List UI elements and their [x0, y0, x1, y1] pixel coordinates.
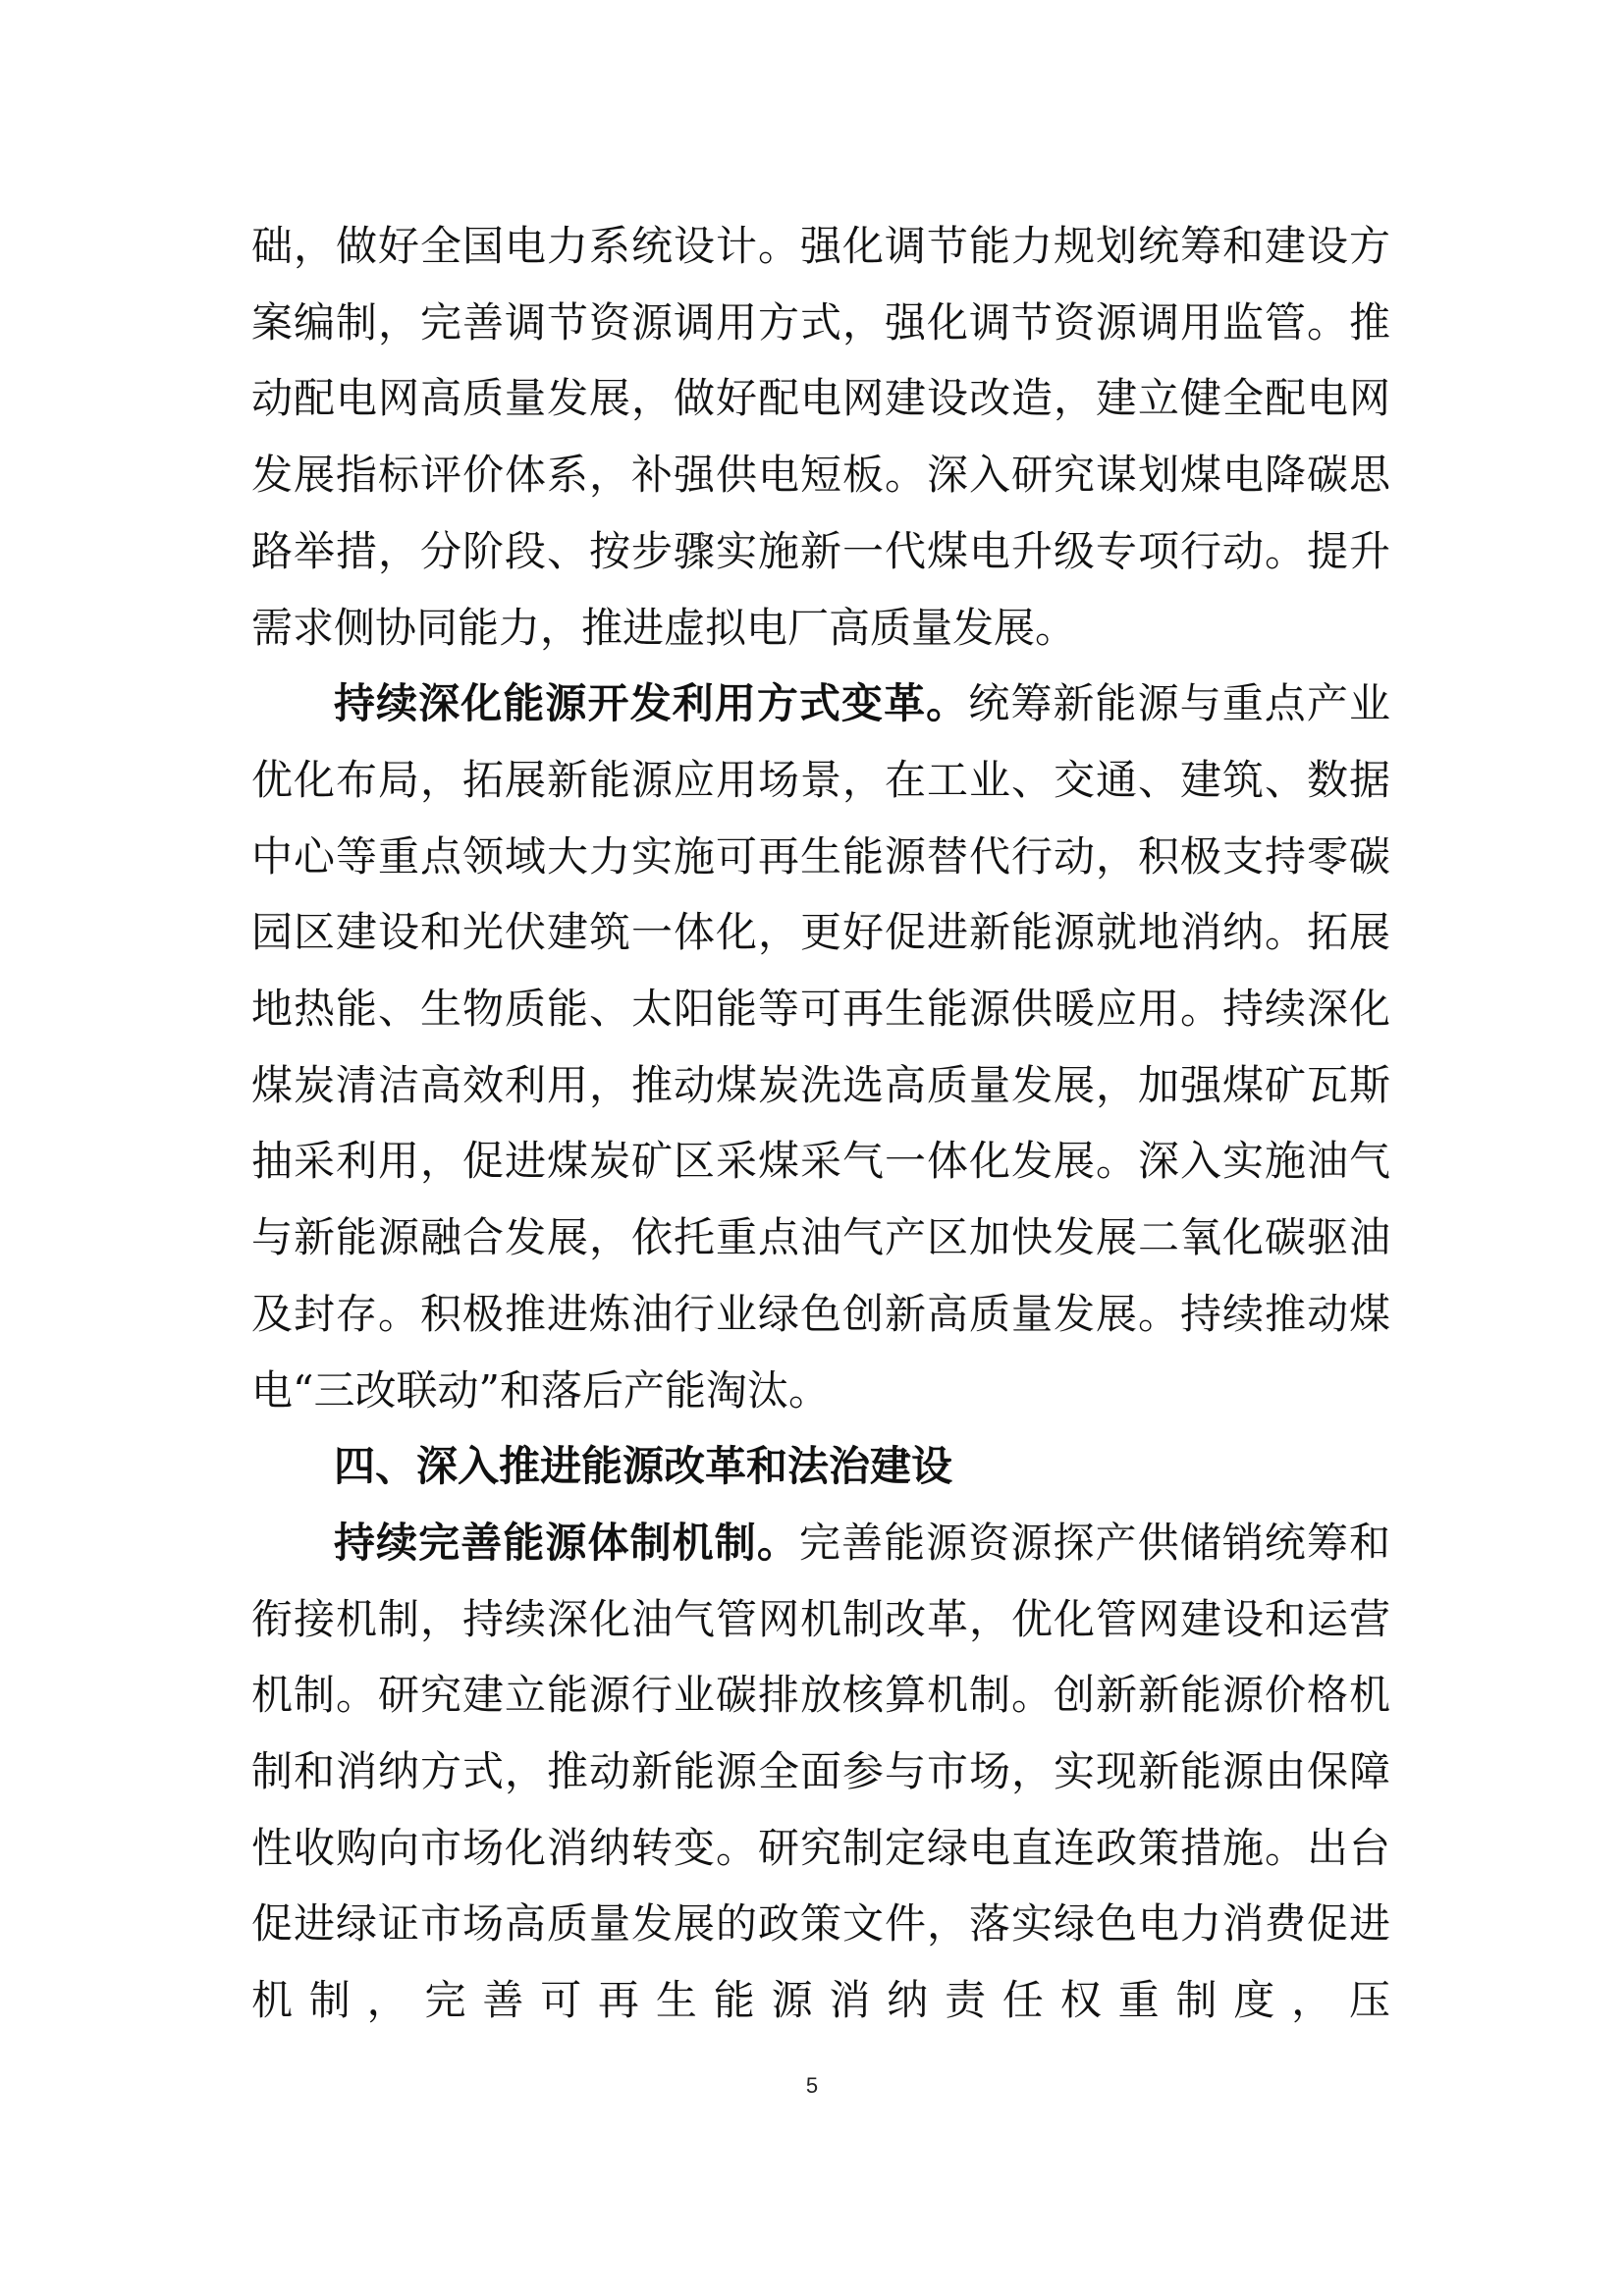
paragraph-energy-development [251, 666, 1390, 1428]
page-number: 5 [805, 2073, 819, 2098]
body-text [251, 208, 1390, 2039]
paragraph-lead-bold: 持续完善能源体制机制。 [334, 1518, 799, 1567]
section-heading: 四、深入推进能源改革和法治建设 [334, 1442, 953, 1491]
paragraph-text: 统筹新能源与重点产业优化布局，拓展新能源应用场景，在工业、交通、建筑、数据中心等重点领域大力实施可再生能源替代行动，积极支持零碳园区建设和光伏建筑一体化，更好促进新能源就地消纳。拓展地热能、生物质能、太阳能等可再生能源供暖应用。持续深化煤炭清洁高效利用，推动煤炭洗选高质量发展，加强煤矿瓦斯抽采利用，促进煤炭矿区采煤采气一体化发展。深入实施油气与新能源融合发展，依托重点油气产区加快发展二氧化碳驱油及封存。积极推进炼油行业绿色创新高质量发展。持续推动煤电“三改联动”和落后产能淘汰。 [251, 679, 1390, 1415]
paragraph-text: 础，做好全国电力系统设计。强化调节能力规划统筹和建设方案编制，完善调节资源调用方式，强化调节资源调用监管。推动配电网高质量发展，做好配电网建设改造，建立健全配电网发展指标评价体系，补强供电短板。深入研究谋划煤电降碳思路举措，分阶段、按步骤实施新一代煤电升级专项行动。提升需求侧协同能力，推进虚拟电厂高质量发展。 [251, 222, 1390, 652]
paragraph-energy-system [251, 1505, 1390, 2039]
paragraph-continued [251, 208, 1390, 666]
paragraph-text: 完善能源资源探产供储销统筹和衔接机制，持续深化油气管网机制改革，优化管网建设和运营机制。研究建立能源行业碳排放核算机制。创新新能源价格机制和消纳方式，推动新能源全面参与市场，实现新能源由保障性收购向市场化消纳转变。研究制定绿电直连政策措施。出台促进绿证市场高质量发展的政策文件，落实绿色电力消费促进机制，完善可再生能源消纳责任权重制度，压 [251, 1518, 1390, 2025]
paragraph-lead-bold: 持续深化能源开发利用方式变革。 [334, 679, 969, 728]
